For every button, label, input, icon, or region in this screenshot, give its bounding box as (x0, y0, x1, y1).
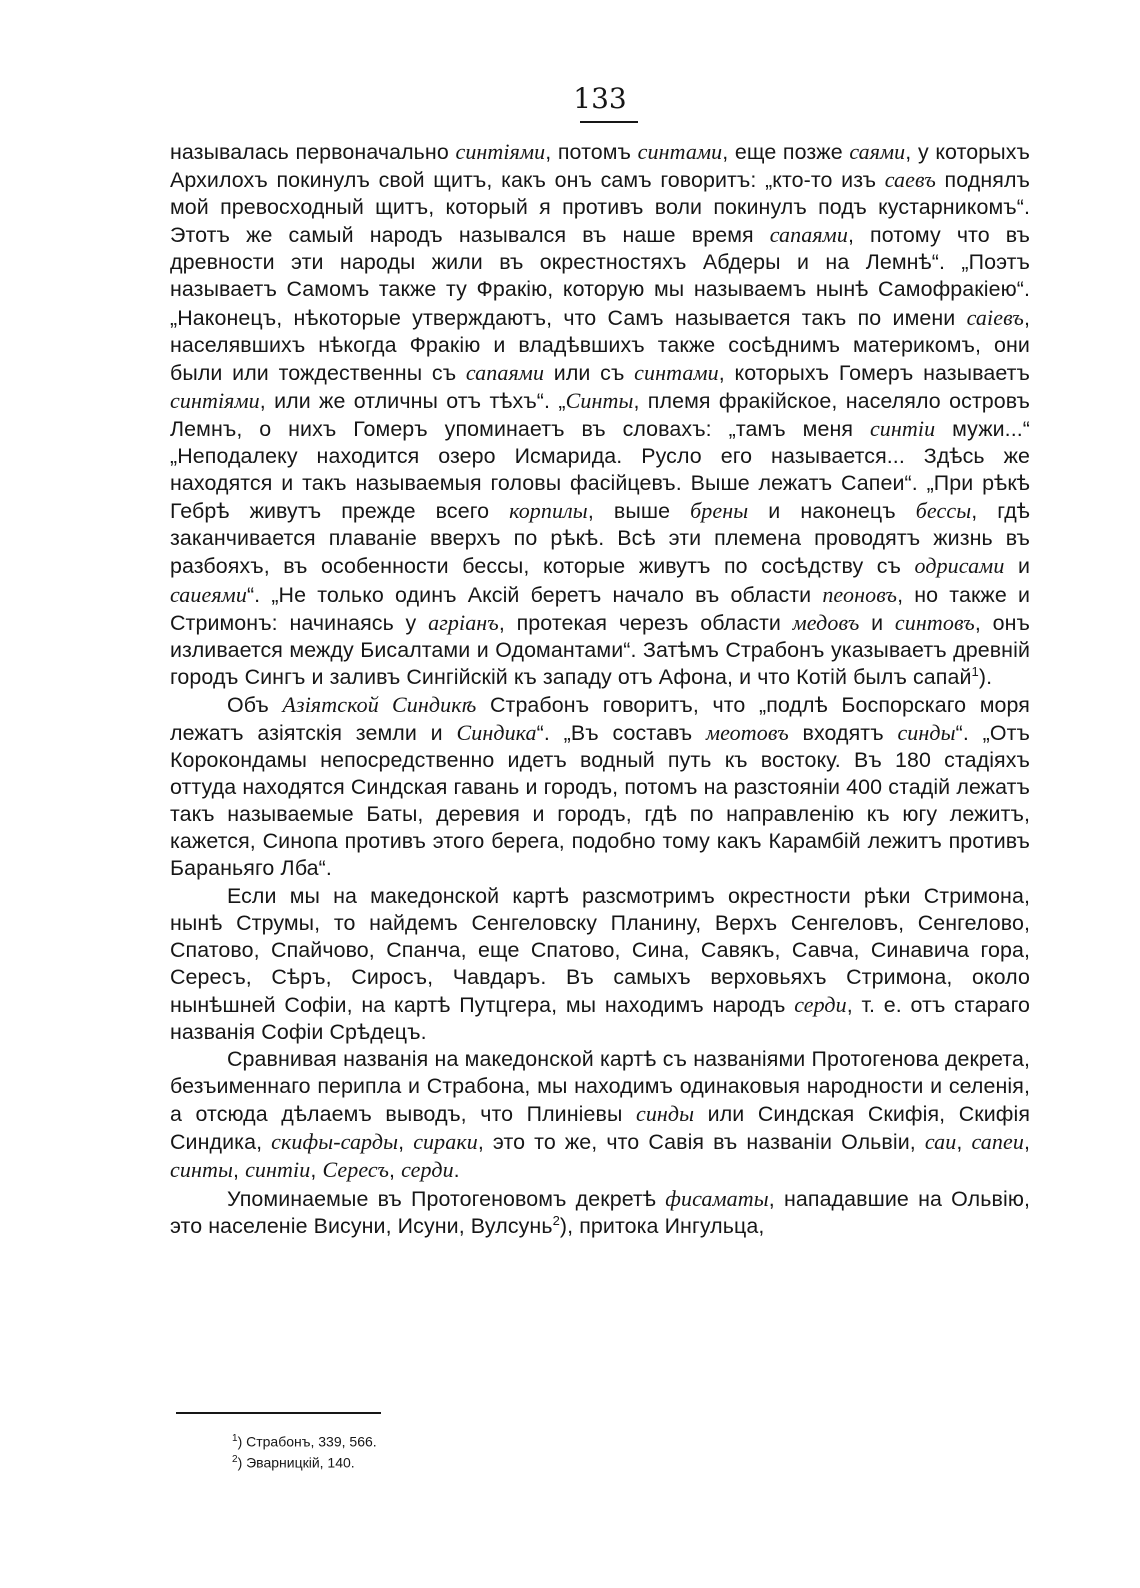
italic-term: саи (924, 1129, 957, 1155)
text-run: называлась первоначально (170, 140, 456, 164)
text-run: , (232, 1158, 246, 1183)
footnote-ref: 1 (971, 663, 979, 679)
text-run: мужи...“ „Неподалеку находится озеро Исмарида. Русло его называется... Здѣсь же находятся и такъ называемыя головы фасійцевъ. Выше лежатъ Сапеи“. „При рѣкѣ Гебрѣ живутъ прежде всего (170, 416, 1031, 524)
text-run: ). (978, 664, 993, 689)
italic-term: пеоновъ (822, 581, 898, 607)
text-run: “. „Не только одинъ Аксій беретъ начало въ области (246, 582, 823, 607)
text-run: “. „Въ составъ (536, 720, 706, 745)
text-run: поднялъ мой превосходный щитъ, который я противъ воли покинулъ подъ кустарникомъ“. Этотъ же самый народъ называлcя въ наше время (170, 168, 1030, 248)
text-run: , (389, 1158, 402, 1183)
text-run: ), притока Ингульца, (559, 1213, 765, 1238)
paragraph (170, 138, 1030, 691)
text-run: или съ (544, 360, 635, 385)
italic-term: серди (401, 1157, 454, 1183)
italic-term: саевъ (884, 167, 936, 193)
italic-term: меотовъ (705, 719, 789, 745)
paragraph (170, 883, 1030, 1047)
italic-term: синды (897, 719, 956, 745)
italic-term: Синдика (456, 719, 537, 745)
footnote-text: ) Эварницкій, 140. (237, 1454, 355, 1471)
text-run: , или же отличны отъ тѣхъ“. „ (259, 388, 566, 413)
text-run: , (398, 1130, 414, 1155)
italic-term: сапаями (465, 359, 545, 385)
text-run: , это то же, что Савія въ названіи Ольвіи, (477, 1130, 925, 1155)
text-run: , у которыхъ Архилохъ покинулъ свой щитъ, какъ онъ самъ говоритъ: „кто-то изъ (170, 140, 1030, 193)
italic-term: синтами (634, 359, 719, 385)
text-run: , которыхъ Гомеръ называетъ (718, 360, 1030, 385)
footnote (232, 1451, 652, 1472)
text-run: Если мы на македонской картѣ разсмотримъ окрестности рѣки Стримона, нынѣ Струмы, то найдемъ Сенгеловску Планину, Верхъ Сенгеловъ, Сенгелово, Спатово, Спайчово, Спанча, еще Спатово, Сина, Савякъ, Савча, Синавича гора, Сересъ, Сѣръ, Сиросъ, Чавдаръ. Въ самыхъ верховьяхъ Стримона, около нынѣшней Софіи, на картѣ Путцгера, мы находимъ народъ (170, 883, 1030, 1017)
text-run: Объ (227, 692, 283, 717)
text-run: , онъ изливается между Бисалтами и Одомантами“. Затѣмъ Страбонъ указываетъ древній городъ Сингъ и заливъ Сингійскій къ западу отъ Афона, и что Котій былъ сапай (170, 610, 1030, 689)
italic-term: медовъ (792, 609, 860, 635)
text-run: , т. е. отъ стараго названія Софіи Срѣдецъ. (170, 992, 1030, 1044)
italic-term: сапеи (971, 1129, 1024, 1155)
footnote-ref: 2 (552, 1212, 560, 1228)
page-number: 133 (573, 82, 627, 115)
text-run: Страбонъ говоритъ, что „подлѣ Боспорскаго моря лежатъ азіятскія земли и (170, 692, 1030, 745)
text-run: Упоминаемые въ Протогеновомъ декретѣ (227, 1186, 666, 1211)
text-run: и наконецъ (748, 499, 916, 524)
italic-term: фисаматы (665, 1185, 769, 1211)
text-run: Сравнивая названія на македонской картѣ съ названіями Протогенова декрета, безъименнаго перипла и Страбона, мы находимъ одинаковыя народности и селенія, а отсюда дѣлаемъ выводъ, что Плиніевы (170, 1047, 1030, 1127)
italic-term: серди (794, 991, 847, 1017)
footnote-text: ) Страбонъ, 339, 566. (237, 1433, 377, 1450)
text-run: , протекая черезъ области (498, 610, 793, 635)
italic-term: скифы-сарды (271, 1129, 399, 1155)
italic-term: саями (849, 139, 906, 164)
text-run: , но также и Стримонъ: начинаясь у (170, 582, 1030, 635)
italic-term: саиеями (170, 581, 247, 607)
italic-term: агріанъ (428, 609, 499, 635)
italic-term: саіевъ (966, 304, 1024, 330)
text-run: , нападавшие на Ольвію, это населеніе Висуни, Исуни, Вулсунь (170, 1186, 1031, 1238)
italic-term: синтами (637, 139, 723, 164)
footnote-marker: 1 (232, 1433, 238, 1444)
text-run: . (453, 1158, 460, 1183)
italic-term: синтіи (869, 415, 936, 441)
italic-term: синты (170, 1157, 233, 1183)
text-run: , еще позже (722, 140, 850, 164)
text-run: , гдѣ заканчивается плаваніе вверхъ по рѣкѣ. Всѣ эти племена проводятъ жизнь въ разбояхъ, въ особенности бессы, которые живутъ по сосѣдству съ (170, 499, 1031, 579)
italic-term: синтовъ (894, 609, 975, 635)
text-run: и (859, 610, 895, 635)
footnotes (232, 1430, 652, 1471)
text-run: , (956, 1130, 972, 1155)
italic-term: сапаями (769, 222, 848, 248)
page-number-underline (580, 121, 638, 123)
paragraph (170, 1185, 1030, 1240)
text-run: , потомъ (545, 140, 638, 164)
italic-term: Синты (565, 387, 634, 413)
body-text (170, 138, 1030, 1240)
italic-term: синтіями (455, 139, 546, 164)
footnote-marker: 2 (232, 1453, 238, 1465)
italic-term: брены (690, 498, 749, 524)
italic-term: синды (635, 1101, 695, 1127)
italic-term: синтіями (170, 387, 260, 413)
text-run: “. „Отъ Корокондамы непосредственно идетъ водный путь къ востоку. Въ 180 стадіяхъ оттуда находятся Синдская гавань и городъ, потомъ на разстояніи 400 стадій лежатъ такъ называемые Баты, деревия и городъ, гдѣ по направленію къ югу лежитъ, кажется, Синопа противъ этого берега, подобно тому какъ Карамбій лежитъ противъ Бараньяго Лба“. (170, 720, 1031, 881)
text-run: , (1023, 1130, 1030, 1155)
italic-term: бессы (915, 498, 972, 524)
italic-term: Сересъ (322, 1157, 389, 1183)
italic-term: синтіи (245, 1157, 311, 1183)
text-run: входятъ (788, 720, 898, 745)
text-run: , племя фракійское, населяло островъ Лемнъ, о нихъ Гомеръ упоминаетъ въ словахъ: „тамъ меня (170, 388, 1030, 441)
paragraph (170, 691, 1030, 883)
text-run: , населявшихъ нѣкогда Фракію и владѣвшихъ также сосѣднимъ материкомъ, они были или тождественны съ (170, 305, 1030, 385)
italic-term: сираки (413, 1129, 478, 1155)
italic-term: одрисами (914, 553, 1005, 579)
footnote-separator (176, 1412, 381, 1414)
italic-term: корпилы (509, 498, 588, 524)
paragraph (170, 1046, 1030, 1184)
footnote (232, 1430, 652, 1451)
text-run: или Синдская Скифія, Скифія Синдика, (170, 1102, 1031, 1155)
text-run: , (310, 1158, 323, 1183)
text-run: , потому что въ древности эти народы жили въ окрестностяхъ Абдеры и на Лемнѣ“. „Поэтъ называетъ Самомъ также ту Фракію, которую мы называемъ нынѣ Самофракіею“. „Наконецъ, нѣкоторые утверждаютъ, что Самъ называется такъ по имени (170, 223, 1031, 330)
text-run: и (1004, 554, 1030, 579)
italic-term: Азіятской Синдикѣ (282, 691, 477, 717)
text-run: , выше (587, 499, 691, 524)
